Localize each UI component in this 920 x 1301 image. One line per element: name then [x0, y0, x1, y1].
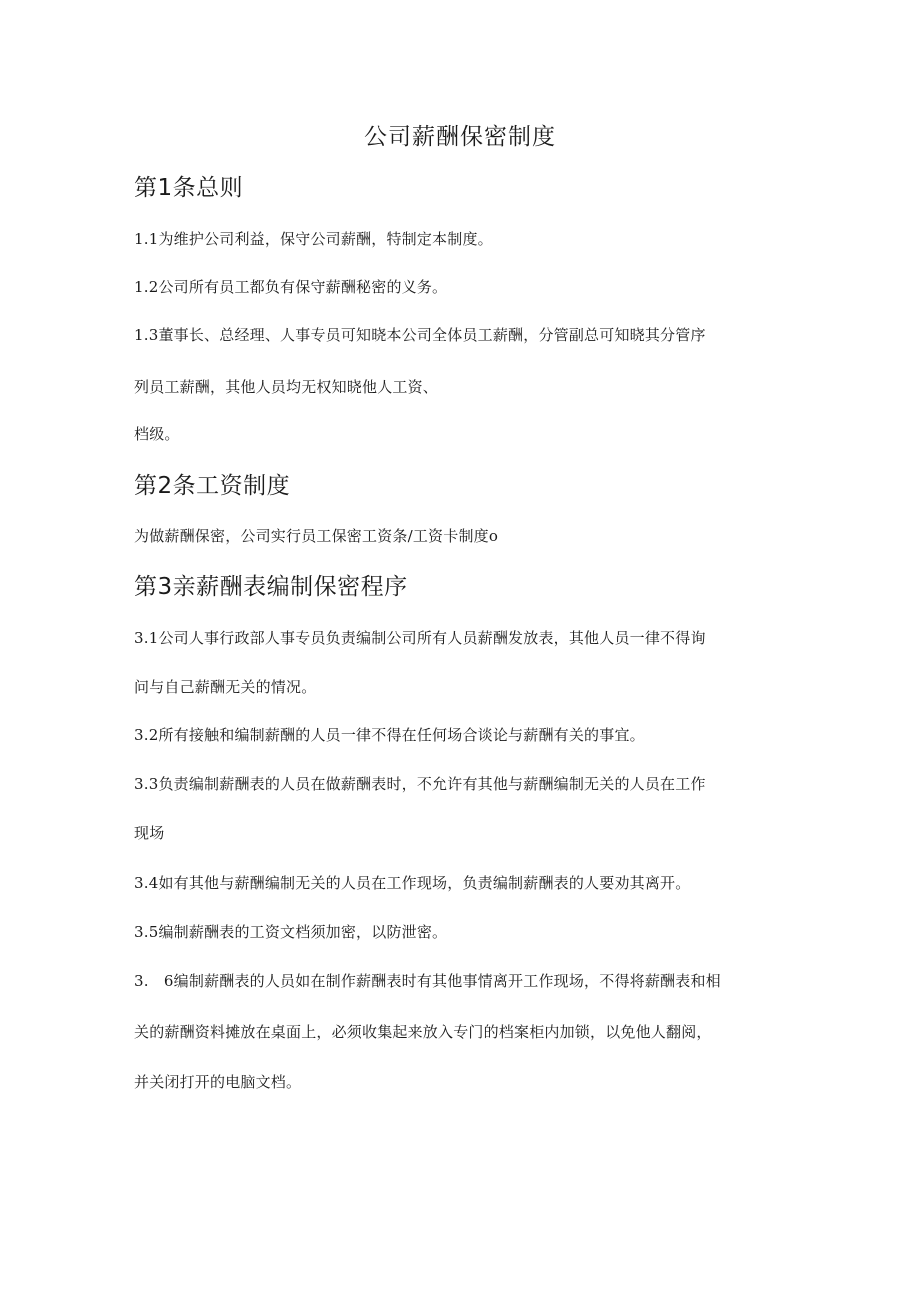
- paragraph-line: 3.4如有其他与薪酬编制无关的人员在工作现场，负责编制薪酬表的人要劝其离开。: [134, 874, 691, 892]
- paragraph-line: 1.2公司所有员工都负有保守薪酬秘密的义务。: [134, 278, 448, 296]
- section-heading: 第1条总则: [134, 175, 244, 201]
- paragraph-line: 3.5编制薪酬表的工资文档须加密，以防泄密。: [134, 923, 448, 941]
- paragraph-line: 3.1公司人事行政部人事专员负责编制公司所有人员薪酬发放表，其他人员一律不得询: [134, 629, 706, 647]
- paragraph-line: 问与自己薪酬无关的情况。: [134, 678, 317, 696]
- section-heading: 第3亲薪酬表编制保密程序: [134, 574, 408, 600]
- paragraph-line: 现场: [134, 824, 165, 842]
- paragraph-line: 关的薪酬资料摊放在桌面上，必须收集起来放入专门的档案柜内加锁，以免他人翻阅，: [134, 1023, 712, 1041]
- paragraph-line: 1.1为维护公司利益，保守公司薪酬，特制定本制度。: [134, 230, 493, 248]
- section-heading: 第2条工资制度: [134, 473, 291, 499]
- paragraph-line: 3. 6编制薪酬表的人员如在制作薪酬表时有其他事情离开工作现场，不得将薪酬表和相: [134, 972, 721, 990]
- paragraph-line: 列员工薪酬，其他人员均无权知晓他人工资、: [134, 378, 439, 396]
- document-title: 公司薪酬保密制度: [364, 124, 556, 150]
- paragraph-line: 并关闭打开的电脑文档。: [134, 1073, 302, 1091]
- paragraph-line: 档级。: [134, 425, 180, 443]
- paragraph-line: 1.3董事长、总经理、人事专员可知晓本公司全体员工薪酬，分管副总可知晓其分管序: [134, 326, 706, 344]
- paragraph-line: 3.2所有接触和编制薪酬的人员一律不得在任何场合谈论与薪酬有关的事宜。: [134, 726, 645, 744]
- paragraph-line: 为做薪酬保密，公司实行员工保密工资条/工资卡制度o: [134, 527, 499, 545]
- paragraph-line: 3.3负责编制薪酬表的人员在做薪酬表时，不允许有其他与薪酬编制无关的人员在工作: [134, 775, 706, 793]
